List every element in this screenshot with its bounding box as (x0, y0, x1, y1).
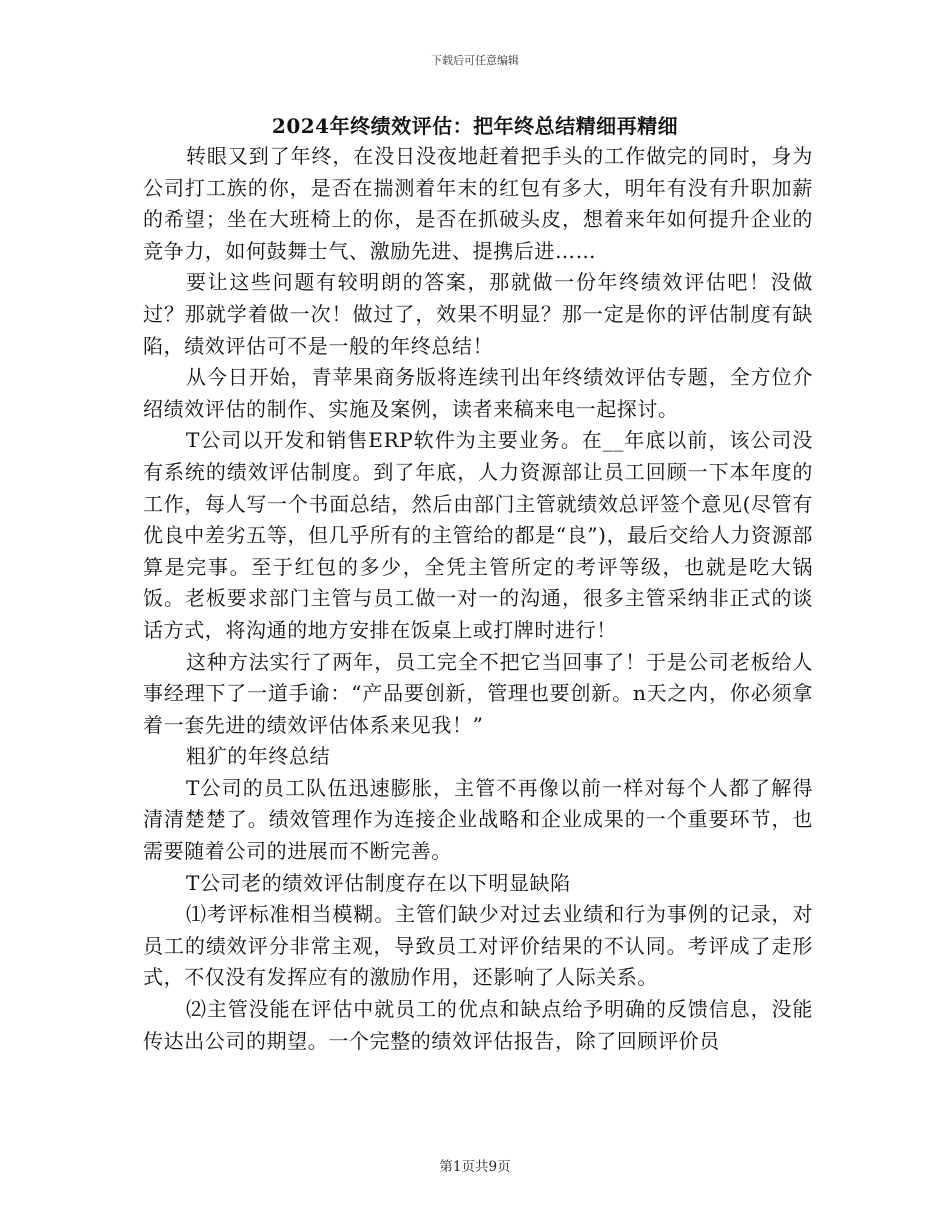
paragraph: T公司以开发和销售ERP软件为主要业务。在__年底以前，该公司没有系统的绩效评估制度。到了年底，人力资源部让员工回顾一下本年度的工作，每人写一个书面总结，然后由部门主管就绩效总评签个意见(尽管有优良中差劣五等，但几乎所有的主管给的都是“良”)，最后交给人力资源部算是完事。至于红包的多少，全凭主管所定的考评等级，也就是吃大锅饭。老板要求部门主管与员工做一对一的沟通，很多主管采纳非正式的谈话方式，将沟通的地方安排在饭桌上或打牌时进行！ (143, 428, 813, 642)
paragraph: ⑴考评标准相当模糊。主管们缺少对过去业绩和行为事例的记录，对员工的绩效评分非常主观，导致员工对评价结果的不认同。考评成了走形式，不仅没有发挥应有的激励作用，还影响了人际关系。 (143, 902, 813, 990)
paragraph: T公司的员工队伍迅速膨胀，主管不再像以前一样对每个人都了解得清清楚楚了。绩效管理作为连接企业战略和企业成果的一个重要环节，也需要随着公司的进展而不断完善。 (143, 775, 813, 864)
paragraph: 这种方法实行了两年，员工完全不把它当回事了！于是公司老板给人事经理下了一道手谕：“产品要创新，管理也要创新。n天之内，你必须拿着一套先进的绩效评估体系来见我！” (143, 649, 813, 737)
paragraph: ⑵主管没能在评估中就员工的优点和缺点给予明确的反馈信息，没能传达出公司的期望。一个完整的绩效评估报告，除了回顾评价员 (143, 997, 813, 1053)
paragraph: 要让这些问题有较明朗的答案，那就做一份年终绩效评估吧！没做过？那就学着做一次！做过了，效果不明显？那一定是你的评估制度有缺陷，绩效评估可不是一般的年终总结！ (143, 270, 813, 358)
paragraph: 转眼又到了年终，在没日没夜地赶着把手头的工作做完的同时，身为公司打工族的你，是否在揣测着年末的红包有多大，明年有没有升职加薪的希望；坐在大班椅上的你，是否在抓破头皮，想着来年如何提升企业的竞争力，如何鼓舞士气、激励先进、提携后进…… (143, 144, 813, 263)
document-title: 2024年终绩效评估：把年终总结精细再精细 (271, 114, 679, 138)
document-body (143, 141, 813, 1057)
paragraph: 从今日开始，青苹果商务版将连续刊出年终绩效评估专题，全方位介绍绩效评估的制作、实施及案例，读者来稿来电一起探讨。 (143, 365, 813, 421)
page-header: 下载后可任意编辑 (431, 54, 519, 67)
page-footer: 第1页共9页 (439, 1159, 511, 1175)
section-heading: 粗犷的年终总结 (186, 744, 331, 769)
paragraph: T公司老的绩效评估制度存在以下明显缺陷 (186, 870, 571, 895)
